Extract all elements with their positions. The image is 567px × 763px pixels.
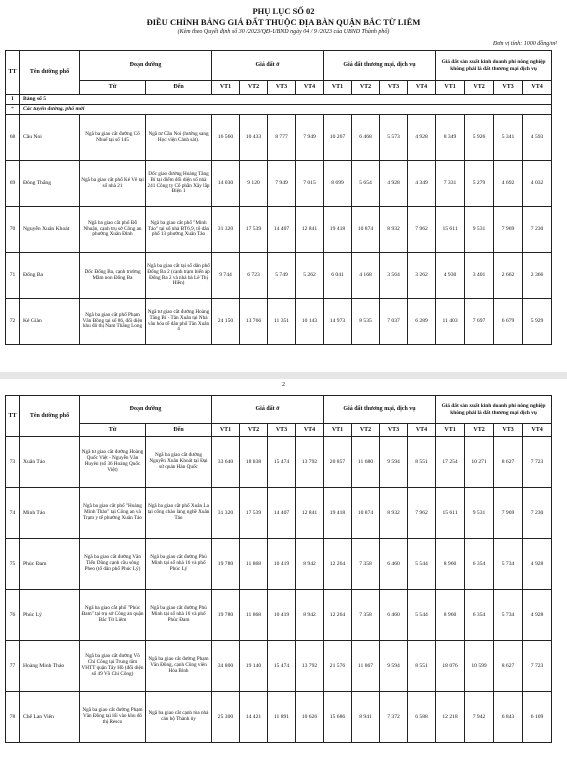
street-name: Kẻ Giàn — [20, 299, 80, 345]
price-cell: 3 564 — [380, 253, 408, 299]
header-vt3: VT3 — [494, 81, 523, 95]
header-vt1: VT1 — [212, 81, 240, 95]
header-vt3: VT3 — [380, 81, 408, 95]
price-cell: 12 264 — [324, 539, 352, 590]
street-name: Xuân Tảo — [20, 437, 80, 488]
segment-to: Ngã ba giao cắt đường Phạm Văn Đồng, cạnh Công viên Hòa Bình — [146, 641, 212, 692]
header-vt1: VT1 — [436, 81, 465, 95]
price-cell: 11 351 — [268, 299, 296, 345]
price-cell: 9 531 — [465, 488, 494, 539]
price-cell: 10 626 — [296, 692, 324, 743]
price-cell: 5 279 — [465, 161, 494, 207]
price-cell: 10 271 — [465, 437, 494, 488]
price-cell: 10 143 — [296, 299, 324, 345]
table-row — [6, 692, 552, 743]
header-vt2: VT2 — [465, 81, 494, 95]
segment-from: Ngã ba giao cắt đường Cổ Nhuế tại số 145 — [80, 115, 146, 161]
price-cell: 11 868 — [240, 539, 268, 590]
header-street: Tên đường phố — [20, 396, 80, 437]
segment-to: Ngã ba giao cắt cạnh tòa nhà cán bộ Thành ủy — [146, 692, 212, 743]
segment-from: Ngã ba giao cắt phố Đỗ Nhuận, cạnh trụ sở Công an phường Xuân Đỉnh — [80, 207, 146, 253]
street-name: Chế Lan Viên — [20, 692, 80, 743]
price-cell: 9 594 — [380, 437, 408, 488]
price-cell: 8 941 — [352, 692, 380, 743]
price-cell: 17 539 — [240, 488, 268, 539]
price-cell: 5 749 — [268, 253, 296, 299]
header-from: Từ — [80, 81, 146, 95]
unit-note: Đơn vị tính: 1000 đồng/m² — [493, 41, 557, 47]
price-cell: 5 544 — [408, 590, 436, 641]
price-cell: 31 320 — [212, 207, 240, 253]
header-residential: Giá đất ở — [212, 51, 324, 81]
street-name: Hoàng Minh Thảo — [20, 641, 80, 692]
price-cell: 4 928 — [523, 590, 552, 641]
price-cell: 13 792 — [296, 437, 324, 488]
price-cell: 4 928 — [380, 161, 408, 207]
price-cell: 33 640 — [212, 437, 240, 488]
price-cell: 5 573 — [380, 115, 408, 161]
price-cell: 8 942 — [296, 539, 324, 590]
header-vt4: VT4 — [296, 424, 324, 437]
price-cell: 25 300 — [212, 692, 240, 743]
price-cell: 6 109 — [523, 692, 552, 743]
header-vt2: VT2 — [465, 424, 494, 437]
segment-to: Ngã ba giao cắt đường Phú Minh tại số nhà 16 và phố Phúc Lý — [146, 539, 212, 590]
segment-from: Ngã tư giao cắt đường Hoàng Quốc Việt - Nguyễn Văn Huyên (số 36 Hoàng Quốc Việt) — [80, 437, 146, 488]
subsection-label: Các tuyến đường, phố mới — [20, 105, 552, 115]
header-commercial: Giá đất thương mại, dịch vụ — [324, 51, 436, 81]
price-cell: 2 366 — [523, 253, 552, 299]
price-cell: 8 960 — [436, 539, 465, 590]
price-cell: 5 734 — [494, 590, 523, 641]
document-page-1 — [0, 0, 567, 372]
header-vt1: VT1 — [436, 424, 465, 437]
price-cell: 8 535 — [352, 299, 380, 345]
price-cell: 5 734 — [494, 539, 523, 590]
price-cell: 8 627 — [494, 437, 523, 488]
price-cell: 19 418 — [324, 207, 352, 253]
price-cell: 11 867 — [352, 641, 380, 692]
price-cell: 7 230 — [523, 488, 552, 539]
segment-from: Ngã ba giao cắt phố "Hoàng Minh Thảo" tại Công an và Trạm y tế phường Xuân Tảo — [80, 488, 146, 539]
header-vt1: VT1 — [324, 424, 352, 437]
price-cell: 7 942 — [465, 692, 494, 743]
table-row — [6, 641, 552, 692]
table-row — [6, 590, 552, 641]
price-cell: 4 032 — [523, 161, 552, 207]
price-cell: 4 168 — [352, 253, 380, 299]
price-cell: 20 857 — [324, 437, 352, 488]
price-cell: 7 372 — [380, 692, 408, 743]
price-cell: 5 341 — [494, 115, 523, 161]
table-row — [6, 299, 552, 345]
segment-to: Ngã ba giao cắt phố "Minh Tảo" tại số nhà BT6,9, tổ dân phố 13 phường Xuân Tảo — [146, 207, 212, 253]
price-cell: 7 949 — [268, 161, 296, 207]
price-cell: 14 421 — [240, 692, 268, 743]
row-number: 78 — [6, 692, 20, 743]
price-cell: 7 962 — [408, 488, 436, 539]
price-cell: 7 723 — [523, 437, 552, 488]
price-cell: 8 942 — [296, 590, 324, 641]
price-cell: 7 230 — [523, 207, 552, 253]
price-cell: 15 686 — [324, 692, 352, 743]
price-cell: 11 868 — [240, 590, 268, 641]
street-name: Đống Ba — [20, 253, 80, 299]
price-cell: 12 218 — [436, 692, 465, 743]
price-cell: 5 544 — [408, 539, 436, 590]
price-cell: 8 551 — [408, 641, 436, 692]
price-cell: 9 120 — [240, 161, 268, 207]
header-nonagri: Giá đất sản xuất kinh doanh phi nông nghiệp không phải là đất thương mại dịch vụ — [436, 51, 552, 81]
segment-from: Ngã ba giao cắt phố Kẻ Vẽ tại số nhà 21 — [80, 161, 146, 207]
subsection-mark: * — [6, 105, 20, 115]
price-cell: 4 593 — [523, 115, 552, 161]
price-cell: 7 723 — [523, 641, 552, 692]
segment-to: Ngã ba giao cắt phố Xuân La tại cổng chào làng nghề Xuân Tảo — [146, 488, 212, 539]
segment-from: Ngã ba giao cắt đường Võ Chí Công tại Trung tâm VHTT quận Tây Hồ (đối diện số 49 Võ Chí Công) — [80, 641, 146, 692]
street-name: Phúc Lý — [20, 590, 80, 641]
table-row — [6, 488, 552, 539]
price-cell: 5 262 — [296, 253, 324, 299]
price-cell: 15 611 — [436, 488, 465, 539]
table-row — [6, 115, 552, 161]
price-cell: 14 973 — [324, 299, 352, 345]
header-segment: Đoạn đường — [80, 396, 212, 424]
header-vt2: VT2 — [240, 424, 268, 437]
price-cell: 14 407 — [268, 207, 296, 253]
segment-to: Ngã ba giao cắt tại số dân phố Đống Ba 2 (cạnh trạm biến áp Đống Ba 2 và nhà bà Lê Thị Hiền) — [146, 253, 212, 299]
price-cell: 6 468 — [352, 115, 380, 161]
appendix-number: PHỤ LỤC SỐ 02 — [252, 6, 315, 16]
segment-from: Ngã ba giao cắt đường Phạm Văn Đồng tại lối vào khu đô thị Resco — [80, 692, 146, 743]
header-tt: TT — [6, 51, 20, 95]
header-segment: Đoạn đường — [80, 51, 212, 81]
table-row — [6, 437, 552, 488]
price-cell: 2 662 — [494, 253, 523, 299]
price-cell: 5 926 — [465, 115, 494, 161]
price-cell: 10 419 — [268, 539, 296, 590]
price-cell: 6 588 — [408, 692, 436, 743]
price-cell: 10 599 — [465, 641, 494, 692]
row-number: 70 — [6, 207, 20, 253]
document-page-2 — [0, 379, 567, 763]
price-cell: 8 551 — [408, 437, 436, 488]
price-cell: 8 960 — [436, 590, 465, 641]
segment-from: Dốc Đống Ba, cạnh trường Mầm non Đống Ba — [80, 253, 146, 299]
price-cell: 21 576 — [324, 641, 352, 692]
section-number: I — [6, 95, 20, 105]
header-vt3: VT3 — [494, 424, 523, 437]
price-cell: 19 780 — [212, 590, 240, 641]
street-name: Đông Thắng — [20, 161, 80, 207]
price-cell: 7 037 — [380, 299, 408, 345]
header-vt4: VT4 — [523, 81, 552, 95]
price-cell: 7 969 — [494, 207, 523, 253]
price-cell: 15 474 — [268, 641, 296, 692]
price-cell: 6 289 — [408, 299, 436, 345]
price-cell: 6 679 — [494, 299, 523, 345]
street-name: Phúc Đam — [20, 539, 80, 590]
price-table-page-1 — [5, 50, 552, 345]
price-cell: 12 841 — [296, 488, 324, 539]
price-cell: 12 264 — [324, 590, 352, 641]
price-cell: 15 611 — [436, 207, 465, 253]
header-vt1: VT1 — [324, 81, 352, 95]
price-cell: 19 418 — [324, 488, 352, 539]
table-row — [6, 207, 552, 253]
price-cell: 9 594 — [380, 641, 408, 692]
price-cell: 8 699 — [324, 161, 352, 207]
segment-to: Dốc giao đường Hoàng Tăng Bí tại điểm đối diện số nhà 241 Công ty Cổ phần Xây lắp Điện 1 — [146, 161, 212, 207]
header-vt2: VT2 — [352, 424, 380, 437]
header-from: Từ — [80, 424, 146, 437]
segment-to: Ngã ba giao cắt đường Nguyễn Xuân Khoát tại Đại sứ quán Hàn Quốc — [146, 437, 212, 488]
segment-from: Ngã ba giao cắt đường Văn Tiến Dũng cạnh cầu sông Pheo (tổ dân phố Phúc Lý) — [80, 539, 146, 590]
row-number: 77 — [6, 641, 20, 692]
price-cell: 5 929 — [523, 299, 552, 345]
header-tt: TT — [6, 396, 20, 437]
price-cell: 9 744 — [212, 253, 240, 299]
price-cell: 8 932 — [380, 488, 408, 539]
price-cell: 6 460 — [380, 539, 408, 590]
price-cell: 16 560 — [212, 115, 240, 161]
header-vt2: VT2 — [240, 81, 268, 95]
header-to: Đến — [146, 81, 212, 95]
price-cell: 7 358 — [352, 590, 380, 641]
header-street: Tên đường phố — [20, 51, 80, 95]
segment-to: Ngã tư giao cắt đường Hoàng Tăng Bí - Tân Xuân tại Nhà văn hóa tổ dân phố Tân Xuân 4 — [146, 299, 212, 345]
header-vt4: VT4 — [296, 81, 324, 95]
price-cell: 10 874 — [352, 207, 380, 253]
table-row — [6, 253, 552, 299]
header-residential: Giá đất ở — [212, 396, 324, 424]
price-cell: 6 354 — [465, 590, 494, 641]
header-vt3: VT3 — [380, 424, 408, 437]
price-cell: 7 969 — [494, 488, 523, 539]
price-cell: 7 331 — [436, 161, 465, 207]
price-cell: 8 777 — [268, 115, 296, 161]
document-title: ĐIỀU CHỈNH BẢNG GIÁ ĐẤT THUỘC ĐỊA BÀN QUẬN BẮC TỪ LIÊM — [146, 17, 421, 27]
price-cell: 7 358 — [352, 539, 380, 590]
price-cell: 31 320 — [212, 488, 240, 539]
price-cell: 7 949 — [296, 115, 324, 161]
header-vt1: VT1 — [212, 424, 240, 437]
price-cell: 10 433 — [240, 115, 268, 161]
table-row — [6, 539, 552, 590]
price-cell: 8 627 — [494, 641, 523, 692]
row-number: 69 — [6, 161, 20, 207]
price-cell: 10 267 — [324, 115, 352, 161]
street-name: Minh Tảo — [20, 488, 80, 539]
price-cell: 10 419 — [268, 590, 296, 641]
price-cell: 4 928 — [523, 539, 552, 590]
section-label: Bảng số 5 — [20, 95, 552, 105]
street-name: Cầu Noi — [20, 115, 80, 161]
segment-to: Ngã ba giao cắt đường Phú Minh tại số nhà 16 và phố Phúc Đam — [146, 590, 212, 641]
price-cell: 24 150 — [212, 299, 240, 345]
price-cell: 3 401 — [465, 253, 494, 299]
price-cell: 7 697 — [465, 299, 494, 345]
price-cell: 18 076 — [436, 641, 465, 692]
price-cell: 11 680 — [352, 437, 380, 488]
header-vt4: VT4 — [523, 424, 552, 437]
price-cell: 12 841 — [296, 207, 324, 253]
header-nonagri: Giá đất sản xuất kinh doanh phi nông nghiệp không phải là đất thương mại dịch vụ — [436, 396, 552, 424]
price-cell: 3 262 — [408, 253, 436, 299]
street-name: Nguyễn Xuân Khoát — [20, 207, 80, 253]
price-cell: 17 539 — [240, 207, 268, 253]
price-cell: 14 407 — [268, 488, 296, 539]
header-vt4: VT4 — [408, 424, 436, 437]
header-vt3: VT3 — [268, 424, 296, 437]
price-cell: 15 474 — [268, 437, 296, 488]
price-cell: 19 780 — [212, 539, 240, 590]
segment-from: Ngã ba giao cắt phố "Phúc Đam" tại trụ sở Công an quận Bắc Từ Liêm — [80, 590, 146, 641]
table-row — [6, 161, 552, 207]
price-cell: 17 254 — [436, 437, 465, 488]
price-cell: 13 766 — [240, 299, 268, 345]
header-vt3: VT3 — [268, 81, 296, 95]
row-number: 75 — [6, 539, 20, 590]
header-commercial: Giá đất thương mại, dịch vụ — [324, 396, 436, 424]
price-cell: 7 015 — [296, 161, 324, 207]
price-cell: 6 460 — [380, 590, 408, 641]
price-cell: 5 654 — [352, 161, 380, 207]
segment-to: Ngã tư Cầu Noi (hướng sang Học viện Cảnh sát). — [146, 115, 212, 161]
price-cell: 14 030 — [212, 161, 240, 207]
header-vt4: VT4 — [408, 81, 436, 95]
price-table-page-2 — [5, 395, 552, 743]
price-cell: 10 874 — [352, 488, 380, 539]
price-cell: 13 792 — [296, 641, 324, 692]
header-vt2: VT2 — [352, 81, 380, 95]
price-cell: 4 349 — [408, 161, 436, 207]
price-cell: 4 930 — [436, 253, 465, 299]
price-cell: 6 354 — [465, 539, 494, 590]
price-cell: 34 800 — [212, 641, 240, 692]
price-cell: 4 928 — [408, 115, 436, 161]
page-number: 2 — [282, 382, 285, 388]
row-number: 68 — [6, 115, 20, 161]
price-cell: 9 531 — [465, 207, 494, 253]
price-cell: 4 692 — [494, 161, 523, 207]
row-number: 71 — [6, 253, 20, 299]
row-number: 76 — [6, 590, 20, 641]
row-number: 73 — [6, 437, 20, 488]
row-number: 72 — [6, 299, 20, 345]
price-cell: 7 962 — [408, 207, 436, 253]
price-cell: 8 932 — [380, 207, 408, 253]
segment-from: Ngã ba giao cắt phố Phạm Văn Đồng tại số 86, đối diện khu đô thị Nam Thăng Long — [80, 299, 146, 345]
header-to: Đến — [146, 424, 212, 437]
price-cell: 6 723 — [240, 253, 268, 299]
price-cell: 19 140 — [240, 641, 268, 692]
price-cell: 8 349 — [436, 115, 465, 161]
price-cell: 11 891 — [268, 692, 296, 743]
document-subtitle: (Kèm theo Quyết định số 30 /2023/QĐ-UBND ngày 04 / 9 /2023 của UBND Thành phố) — [177, 29, 390, 35]
price-cell: 18 838 — [240, 437, 268, 488]
row-number: 74 — [6, 488, 20, 539]
price-cell: 6 843 — [494, 692, 523, 743]
price-cell: 6 041 — [324, 253, 352, 299]
price-cell: 11 403 — [436, 299, 465, 345]
